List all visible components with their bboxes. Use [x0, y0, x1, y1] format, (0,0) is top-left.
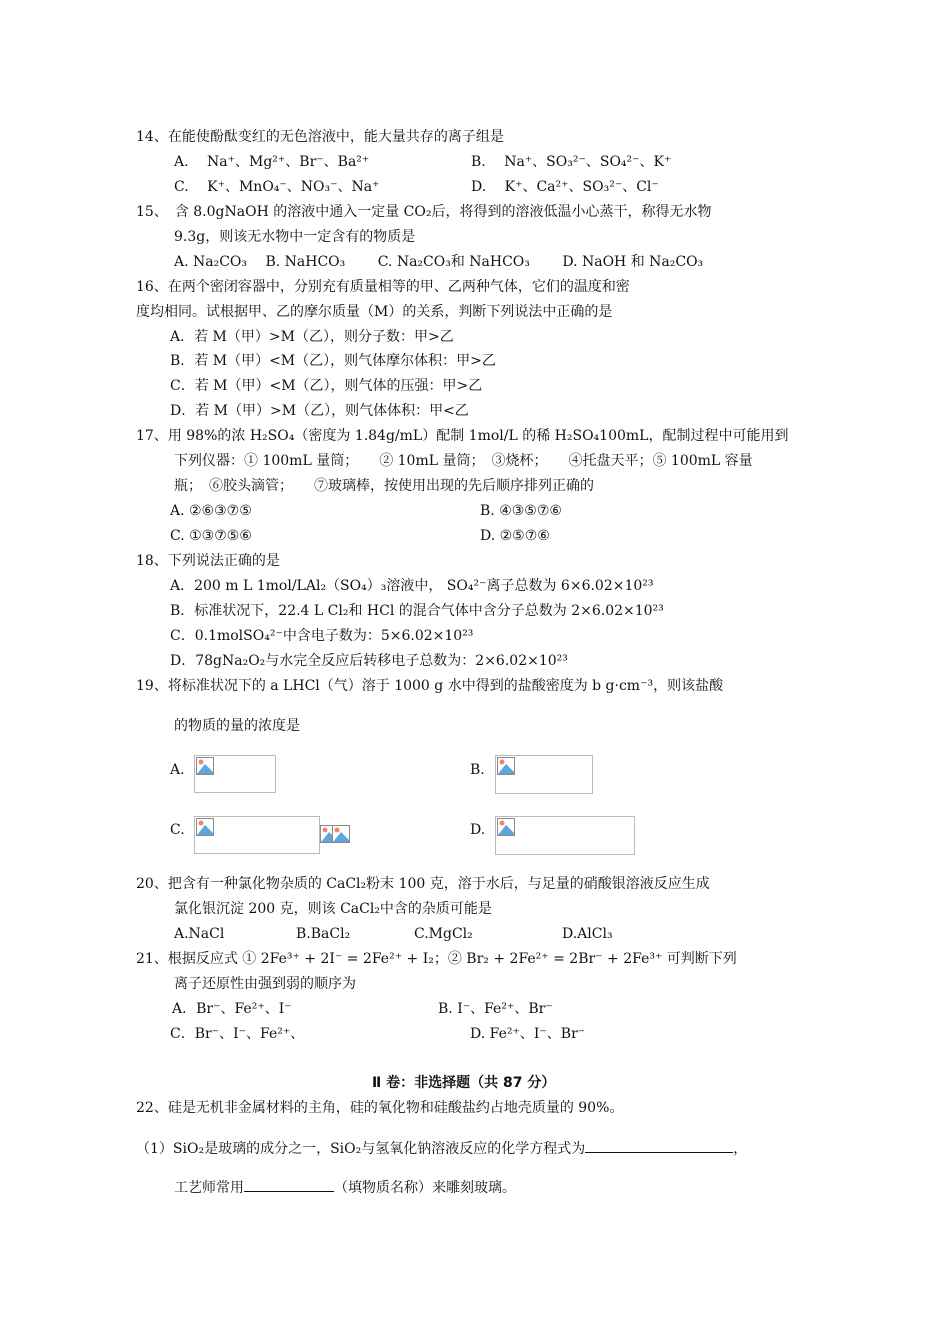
q20-option-c: C.MgCl₂: [414, 926, 473, 942]
q16-option-b: B．若 M（甲）<M（乙），则气体摩尔体积：甲>乙: [170, 353, 496, 369]
q22-part1-answer-blank[interactable]: [585, 1138, 733, 1153]
section-2-title: Ⅱ 卷：非选择题（共 87 分）: [372, 1075, 556, 1091]
q17-stem-line3: 瓶； ⑥胶头滴管； ⑦玻璃棒，按使用出现的先后顺序排列正确的: [174, 478, 594, 494]
q18-option-b: B．标准状况下，22.4 L Cl₂和 HCl 的混合气体中含分子总数为 2×6.02×10²³: [170, 603, 664, 619]
q22-part2-pre: 工艺师常用: [174, 1180, 244, 1196]
q17-option-d: D. ②⑤⑦⑥: [480, 528, 550, 544]
q21-option-c: C．Br⁻、I⁻、Fe²⁺、: [170, 1026, 305, 1042]
q20-option-d: D.AlCl₃: [562, 926, 613, 942]
q20-stem-line1: 20、把含有一种氯化物杂质的 CaCl₂粉末 100 克，溶于水后，与足量的硝酸银溶液反应生成: [136, 876, 710, 892]
q21-option-b: B. I⁻、Fe²⁺、Br⁻: [438, 1001, 553, 1017]
broken-image-icon: [196, 818, 214, 836]
q22-part1-end: ，: [733, 1141, 748, 1157]
q16-stem-line2: 度均相同。试根据甲、乙的摩尔质量（M）的关系，判断下列说法中正确的是: [136, 304, 613, 320]
q19-option-a-label: A.: [170, 762, 185, 778]
q17-option-b: B. ④③⑤⑦⑥: [480, 503, 562, 519]
broken-image-icon: [497, 818, 515, 836]
q16-stem-line1: 16、在两个密闭容器中，分别充有质量相等的甲、乙两种气体，它们的温度和密: [136, 279, 630, 295]
q18-option-c: C．0.1molSO₄²⁻中含电子数为：5×6.02×10²³: [170, 628, 474, 644]
q21-stem-line1: 21、根据反应式 ① 2Fe³⁺ + 2I⁻ = 2Fe²⁺ + I₂；② Br₂ + 2Fe²⁺ = 2Br⁻ + 2Fe³⁺ 可判断下列: [136, 951, 737, 967]
q15-stem-line2: 9.3g，则该无水物中一定含有的物质是: [174, 229, 416, 245]
q18-option-a: A．200 m L 1mol/LAl₂（SO₄）₃溶液中， SO₄²⁻离子总数为 6×6.02×10²³: [170, 578, 654, 594]
q16-option-c: C．若 M（甲）<M（乙），则气体的压强：甲>乙: [170, 378, 483, 394]
q18-stem: 18、下列说法正确的是: [136, 553, 280, 569]
q20-stem-line2: 氯化银沉淀 200 克，则该 CaCl₂中含的杂质可能是: [174, 901, 492, 917]
q19-option-b-label: B.: [470, 762, 485, 778]
q19-option-c-label: C.: [170, 822, 185, 838]
q19-stem-line1: 19、将标准状况下的 a LHCl（气）溶于 1000 g 水中得到的盐酸密度为 b g·cm⁻³，则该盐酸: [136, 678, 724, 694]
q14-stem: 14、在能使酚酞变红的无色溶液中，能大量共存的离子组是: [136, 129, 504, 145]
q16-option-d: D．若 M（甲）>M（乙），则气体体积：甲<乙: [170, 403, 469, 419]
q17-stem-line2: 下列仪器：① 100mL 量筒； ② 10mL 量筒； ③烧杯； ④托盘天平；⑤ 100mL 容量: [174, 453, 753, 469]
q22-part2-post: （填物质名称）来雕刻玻璃。: [334, 1180, 516, 1196]
broken-image-icon: [497, 757, 515, 775]
q20-option-a: A.NaCl: [174, 926, 225, 942]
q22-stem: 22、硅是无机非金属材料的主角，硅的氧化物和硅酸盐约占地壳质量的 90%。: [136, 1100, 624, 1116]
q19-option-d-label: D.: [470, 822, 486, 838]
q22-part1: [136, 1138, 747, 1158]
q16-option-a: A．若 M（甲）>M（乙），则分子数：甲>乙: [170, 329, 454, 345]
q20-option-b: B.BaCl₂: [296, 926, 351, 942]
q19-stem-line2: 的物质的量的浓度是: [174, 718, 300, 734]
q22-part2: [174, 1177, 516, 1197]
q15-stem-line1: 15、 含 8.0gNaOH 的溶液中通入一定量 CO₂后，将得到的溶液低温小心蒸干，称得无水物: [136, 204, 712, 220]
q14-option-c: C. K⁺、MnO₄⁻、NO₃⁻、Na⁺: [174, 179, 380, 195]
q19-option-d-formula-image: [495, 816, 635, 855]
q21-option-a: A．Br⁻、Fe²⁺、I⁻: [172, 1001, 292, 1017]
broken-image-icon: [332, 825, 350, 843]
q14-option-d: D. K⁺、Ca²⁺、SO₃²⁻、Cl⁻: [471, 179, 659, 195]
q14-option-b: B. Na⁺、SO₃²⁻、SO₄²⁻、K⁺: [471, 154, 672, 170]
q18-option-d: D．78gNa₂O₂与水完全反应后转移电子总数为：2×6.02×10²³: [170, 653, 568, 669]
q14-option-a: A. Na⁺、Mg²⁺、Br⁻、Ba²⁺: [174, 154, 370, 170]
broken-image-icon: [196, 757, 214, 775]
q17-option-a: A. ②⑥③⑦⑤: [170, 503, 252, 519]
q22-part2-answer-blank[interactable]: [244, 1177, 334, 1192]
q17-option-c: C. ①③⑦⑤⑥: [170, 528, 252, 544]
q21-option-d: D. Fe²⁺、I⁻、Br⁻: [470, 1026, 586, 1042]
q22-part1-text: （1）SiO₂是玻璃的成分之一，SiO₂与氢氧化钠溶液反应的化学方程式为: [136, 1141, 586, 1157]
q17-stem-line1: 17、用 98%的浓 H₂SO₄（密度为 1.84g/mL）配制 1mol/L 的稀 H₂SO₄100mL，配制过程中可能用到: [136, 428, 789, 444]
q15-options: A. Na₂CO₃ B. NaHCO₃ C. Na₂CO₃和 NaHCO₃ D. NaOH 和 Na₂CO₃: [174, 254, 704, 270]
q21-stem-line2: 离子还原性由强到弱的顺序为: [174, 976, 356, 992]
